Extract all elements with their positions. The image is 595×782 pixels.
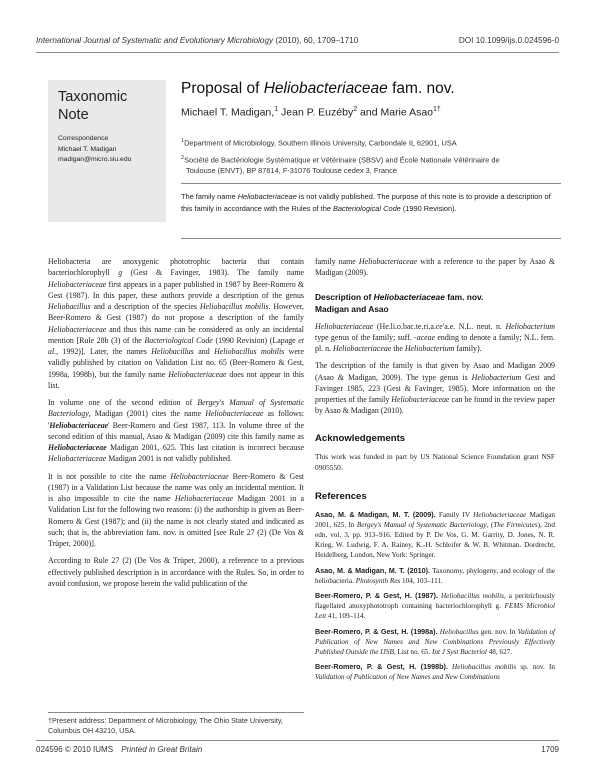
text-span: and thus this name can be considered as only an incidental mention [Rule 28b (3) of the: [48, 324, 304, 345]
text-span: In volume one of the second edition of: [48, 398, 198, 407]
text-span: Heliobacillus mobilis: [214, 347, 285, 356]
text-span: Validation of Publication of New Names and New Combinations: [315, 673, 500, 682]
text-span: Beer-Romero, P. & Gest, H. (1998b).: [315, 662, 448, 672]
text-span: Heliobacteriaceae: [168, 369, 227, 379]
text-span: Heliobacillus: [439, 627, 479, 636]
affiliation-2: [181, 153, 561, 176]
section-heading-description: [315, 291, 555, 315]
text-span: Heliobacillus: [48, 302, 91, 311]
text-span: Heliobacillus mobilis: [199, 302, 269, 311]
text-span: , 1992)]. Later, the names: [56, 347, 152, 356]
footer-printed: Printed in Great Britain: [121, 745, 203, 754]
text-span: sp. nov. In: [516, 663, 555, 672]
text-span: Madigan 2001 is not validly published.: [106, 454, 232, 464]
aff1-sup: 1: [181, 138, 185, 144]
text-span: Heliobacteriaceae: [48, 279, 107, 289]
footer-rule: [36, 740, 559, 741]
article-type: [58, 88, 127, 124]
abstract-part: The family name: [181, 192, 238, 201]
reference-item: [315, 566, 555, 586]
text-span: Beer-Romero & Gest (1987) in a Validation List because the name was only an incidental mention. It is also impossible to cite the name: [48, 471, 304, 503]
title-prefix: Proposal of: [181, 80, 264, 97]
text-span: Madigan 2001, 625. This last citation is incorrect because: [106, 443, 304, 452]
text-span: , (: [486, 520, 494, 529]
text-span: The description of the family is that given by Asao and Madigan 2009 (Asao & Madigan, 2009). The type genus is: [315, 361, 555, 382]
text-span: Madigan and Asao: [315, 303, 389, 314]
text-span: . However, Beer-Romero & Gest (1987) do not propose a description of the family: [48, 302, 304, 323]
aff2-line1: Société de Bactériologie Systématique et Vétérinaire (SBSV) and École Nationale Vétérinaire de: [184, 155, 500, 165]
abstract-part: Heliobacteriaceae: [237, 192, 297, 201]
text-span: Bergey's Manual of Systematic Bacteriology: [356, 520, 487, 529]
section-heading-acknowledgements: Acknowledgements: [315, 432, 406, 444]
abstract-part: is not validly published. The purpose of this note is to provide a description of this family in accordance with the Rules of the: [181, 192, 551, 213]
text-span: g: [118, 268, 123, 278]
text-span: Heliobacteriaceae: [391, 395, 450, 404]
abstract-part: Bacteriological Code: [333, 204, 401, 213]
author-1-sup: 1: [274, 106, 279, 113]
journal-name: International Journal of Systematic and Evolutionary Microbiology: [36, 36, 274, 45]
text-span: Heliobacillus: [151, 347, 194, 356]
correspondence: [58, 134, 131, 166]
paragraph: [48, 256, 304, 391]
footnote-rule: [48, 712, 304, 713]
title-suffix: fam. nov.: [387, 80, 455, 97]
text-span: Madigan 2001 in a Validation List for the following two reasons: (i) the authorship is given as Beer-Romero & Gest (1987); and (ii) the name is not clearly stated and indicated as such; that is, the abbreviation fam. nov. is omitted [see Rule 27 (2) (De Vos & Trüper, 2000)].: [48, 494, 304, 548]
header-rule: [36, 52, 559, 53]
text-span: Heliobacteriaceae: [315, 321, 374, 331]
text-span: Heliobacteriaceae: [332, 344, 392, 353]
text-span: as follows: ': [48, 409, 304, 430]
text-span: gen. nov. In: [478, 627, 518, 636]
paragraph: [315, 360, 555, 416]
text-span: Heliobacteriaceae: [174, 494, 234, 503]
text-span: , Madigan (2001) cites the name: [88, 409, 206, 419]
text-span: with a reference to the paper by Asao & Madigan (2009).: [315, 257, 555, 278]
text-span: Heliobacteriaceae: [48, 454, 107, 464]
aff1-text: Department of Microbiology, Southern Illinois University, Carbondale IL 62901, USA: [184, 138, 457, 148]
reference-item: [315, 510, 555, 561]
text-span: family).: [454, 344, 482, 353]
text-span: Heliobacterium: [505, 321, 555, 331]
text-span: Madigan 2001, 625. In: [315, 510, 555, 529]
text-span: et al.: [48, 335, 304, 356]
article-type-box: [48, 80, 166, 222]
author-1: Michael T. Madigan,: [181, 106, 275, 119]
text-span: Beer-Romero, P. & Gest, H. (1998a).: [315, 626, 438, 636]
author-2-sup: 2: [353, 106, 358, 113]
abstract-rule-top: [181, 183, 561, 184]
correspondence-label: Correspondence: [58, 135, 109, 142]
text-span: Photosynth Res: [355, 576, 401, 585]
text-span: aceae: [416, 332, 436, 342]
reference-item: [315, 662, 555, 682]
text-span: Bacteriological Code: [144, 335, 213, 345]
text-span: Heliobacillus mobilis: [440, 591, 504, 600]
author-list: [181, 106, 441, 119]
text-span: does not appear in this list.: [48, 369, 304, 390]
text-span: Asao, M. & Madigan, M. T. (2009).: [315, 509, 436, 519]
text-span: Heliobacteria are anoxygenic phototrophic bacteria that contain bacteriochlorophyll: [48, 257, 304, 278]
text-span: type genus of the family; suff. -: [315, 332, 417, 342]
footer-copyright: 024596 © 2010 IUMS: [36, 745, 114, 754]
text-span: (1990 Revision) (Lapage: [212, 335, 299, 345]
journal-volume-pages: (2010), 60, 1709–1710: [275, 36, 359, 45]
body-right-column: [315, 256, 555, 683]
text-span: It is not possible to cite the name: [48, 471, 171, 481]
text-span: Heliobacteriaceae: [473, 510, 527, 519]
text-span: Bergey's Manual of Systematic Bacteriology: [48, 398, 305, 419]
text-span: (Gest & Favinger, 1983). The family name: [122, 268, 304, 278]
text-span: ' Beer-Romero and Gest 1987, 113. In volume three of the second edition of this manual, Asao & Madigan (2009) cite this family name as: [48, 420, 304, 441]
correspondence-name: Michael T. Madigan: [58, 145, 117, 153]
article-type-line1: Taxonomic: [58, 89, 128, 105]
reference-item: [315, 591, 555, 622]
text-span: were validly published by citation on Validation List no. 65 (Beer-Romero & Gest, 1998a, 1998b), but the family name: [48, 347, 304, 379]
text-span: Validation of Publication of New Names and New Combinations Previously Effectively Published Outside the IJSB: [315, 627, 556, 656]
text-span: Heliobacteriaceae: [48, 324, 107, 334]
text-span: Asao, M. & Madigan, M. T. (2010).: [315, 565, 431, 575]
abstract-rule-bottom: [181, 238, 561, 239]
text-span: Heliobacillus mobilis: [452, 663, 517, 672]
text-span: can be found in the review paper by Asao & Madigan (2010).: [315, 395, 555, 416]
reference-item: [315, 627, 555, 658]
text-span: Heliobacteriaceae: [373, 291, 445, 302]
doi: DOI 10.1099/ijs.0.024596-0: [458, 36, 559, 45]
affiliation-1: [181, 136, 561, 148]
text-span: 104, 103–111.: [400, 576, 443, 585]
text-span: fam. nov.: [444, 291, 484, 302]
paragraph: [315, 256, 555, 279]
text-span: and a description of the species: [90, 302, 200, 311]
text-span: Description of: [315, 291, 374, 302]
abstract-part: (1990 Revision).: [400, 204, 457, 213]
text-span: , List no. 65.: [393, 647, 432, 656]
text-span: Beer-Romero, P. & Gest, H. (1987).: [315, 590, 438, 600]
text-span: family name: [315, 257, 359, 266]
text-span: (He.li.o.bac.te.ri.a.ce'a.e. N.L. neut. n.: [373, 321, 506, 331]
text-span: The Firmicutes: [493, 520, 538, 529]
page-number: 1709: [541, 745, 559, 754]
aff2-line2: Toulouse (ENVT), BP 87614, F-31076 Toulouse cedex 3, France: [186, 166, 397, 176]
text-span: 48, 627.: [486, 647, 513, 656]
article-title: [181, 80, 455, 98]
text-span: ending to denote a family; N.L. fem. pl. n.: [315, 332, 556, 353]
text-span: Heliobacteriaceae: [49, 420, 109, 430]
text-span: Heliobacteriaceae: [205, 409, 264, 419]
paragraph: [48, 555, 304, 589]
author-2: Jean P. Euzéby: [278, 106, 354, 119]
paragraph: [48, 471, 304, 550]
running-header: [36, 36, 559, 45]
section-heading-references: References: [315, 491, 367, 503]
text-span: , a peritrichously flagellated anoxyphototroph containing bacteriochlorophyll g.: [315, 591, 555, 611]
correspondence-email[interactable]: madigan@micro.siu.edu: [58, 156, 132, 163]
body-left-column: [48, 256, 304, 595]
text-span: Gest and Favinger 1985, 223 (Gest & Favinger, 1985). More information on the properties of the family: [315, 372, 555, 404]
abstract: [181, 191, 561, 215]
text-span: the: [391, 344, 405, 353]
text-span: first appears in a paper published in 1987 by Beer-Romero & Gest (1987). In this paper, these authors provide a description of the genus: [48, 279, 304, 300]
text-span: ), 2nd edn, vol. 3, pp. 913–916. Edited by P. De Vos, G. M. Garrity, D. Jones, N. R. Krieg, W. Ludwig, F. A. Rainey, K.-H. Schleifer & W. B. Whitman. Dordrecht, Heidelberg, London, New York: Springer.: [315, 520, 555, 560]
title-taxon: Heliobacteriaceae: [263, 80, 388, 97]
author-3: and Marie Asao: [357, 106, 434, 119]
text-span: Heliobacteriaceae: [358, 257, 418, 266]
footnote: †Present address: Department of Microbiology, The Ohio State University, Columbus OH 43210, USA.: [48, 716, 283, 735]
text-span: Int J Syst Bacteriol: [432, 647, 487, 656]
text-span: Heliobacterium: [404, 344, 455, 353]
text-span: Heliobacteriaceae: [48, 443, 107, 452]
text-span: and: [193, 347, 215, 356]
footer-left: [36, 745, 202, 754]
paragraph: [48, 397, 304, 465]
aff2-sup: 2: [181, 155, 185, 161]
text-span: Heliobacteriaceae: [170, 471, 229, 481]
article-type-line2: Note: [58, 107, 89, 123]
text-span: FEMS Microbiol Lett: [315, 602, 556, 621]
paragraph: [315, 321, 555, 355]
text-span: Family IV: [435, 510, 474, 519]
text-span: 41, 109–114.: [326, 612, 366, 621]
paragraph: This work was funded in part by US National Science Foundation grant NSF 0905550.: [315, 451, 555, 472]
text-span: Heliobacterium: [471, 372, 522, 382]
text-span: According to Rule 27 (2) (De Vos & Trüper, 2000), a reference to a previous effectively published description is in accordance with the Rules. So, in order to avoid confusion, we propose herein the valid publication of the: [48, 556, 304, 588]
author-3-sup: 1†: [433, 106, 441, 113]
text-span: Taxonomy, phylogeny, and ecology of the heliobacteria.: [315, 566, 555, 585]
